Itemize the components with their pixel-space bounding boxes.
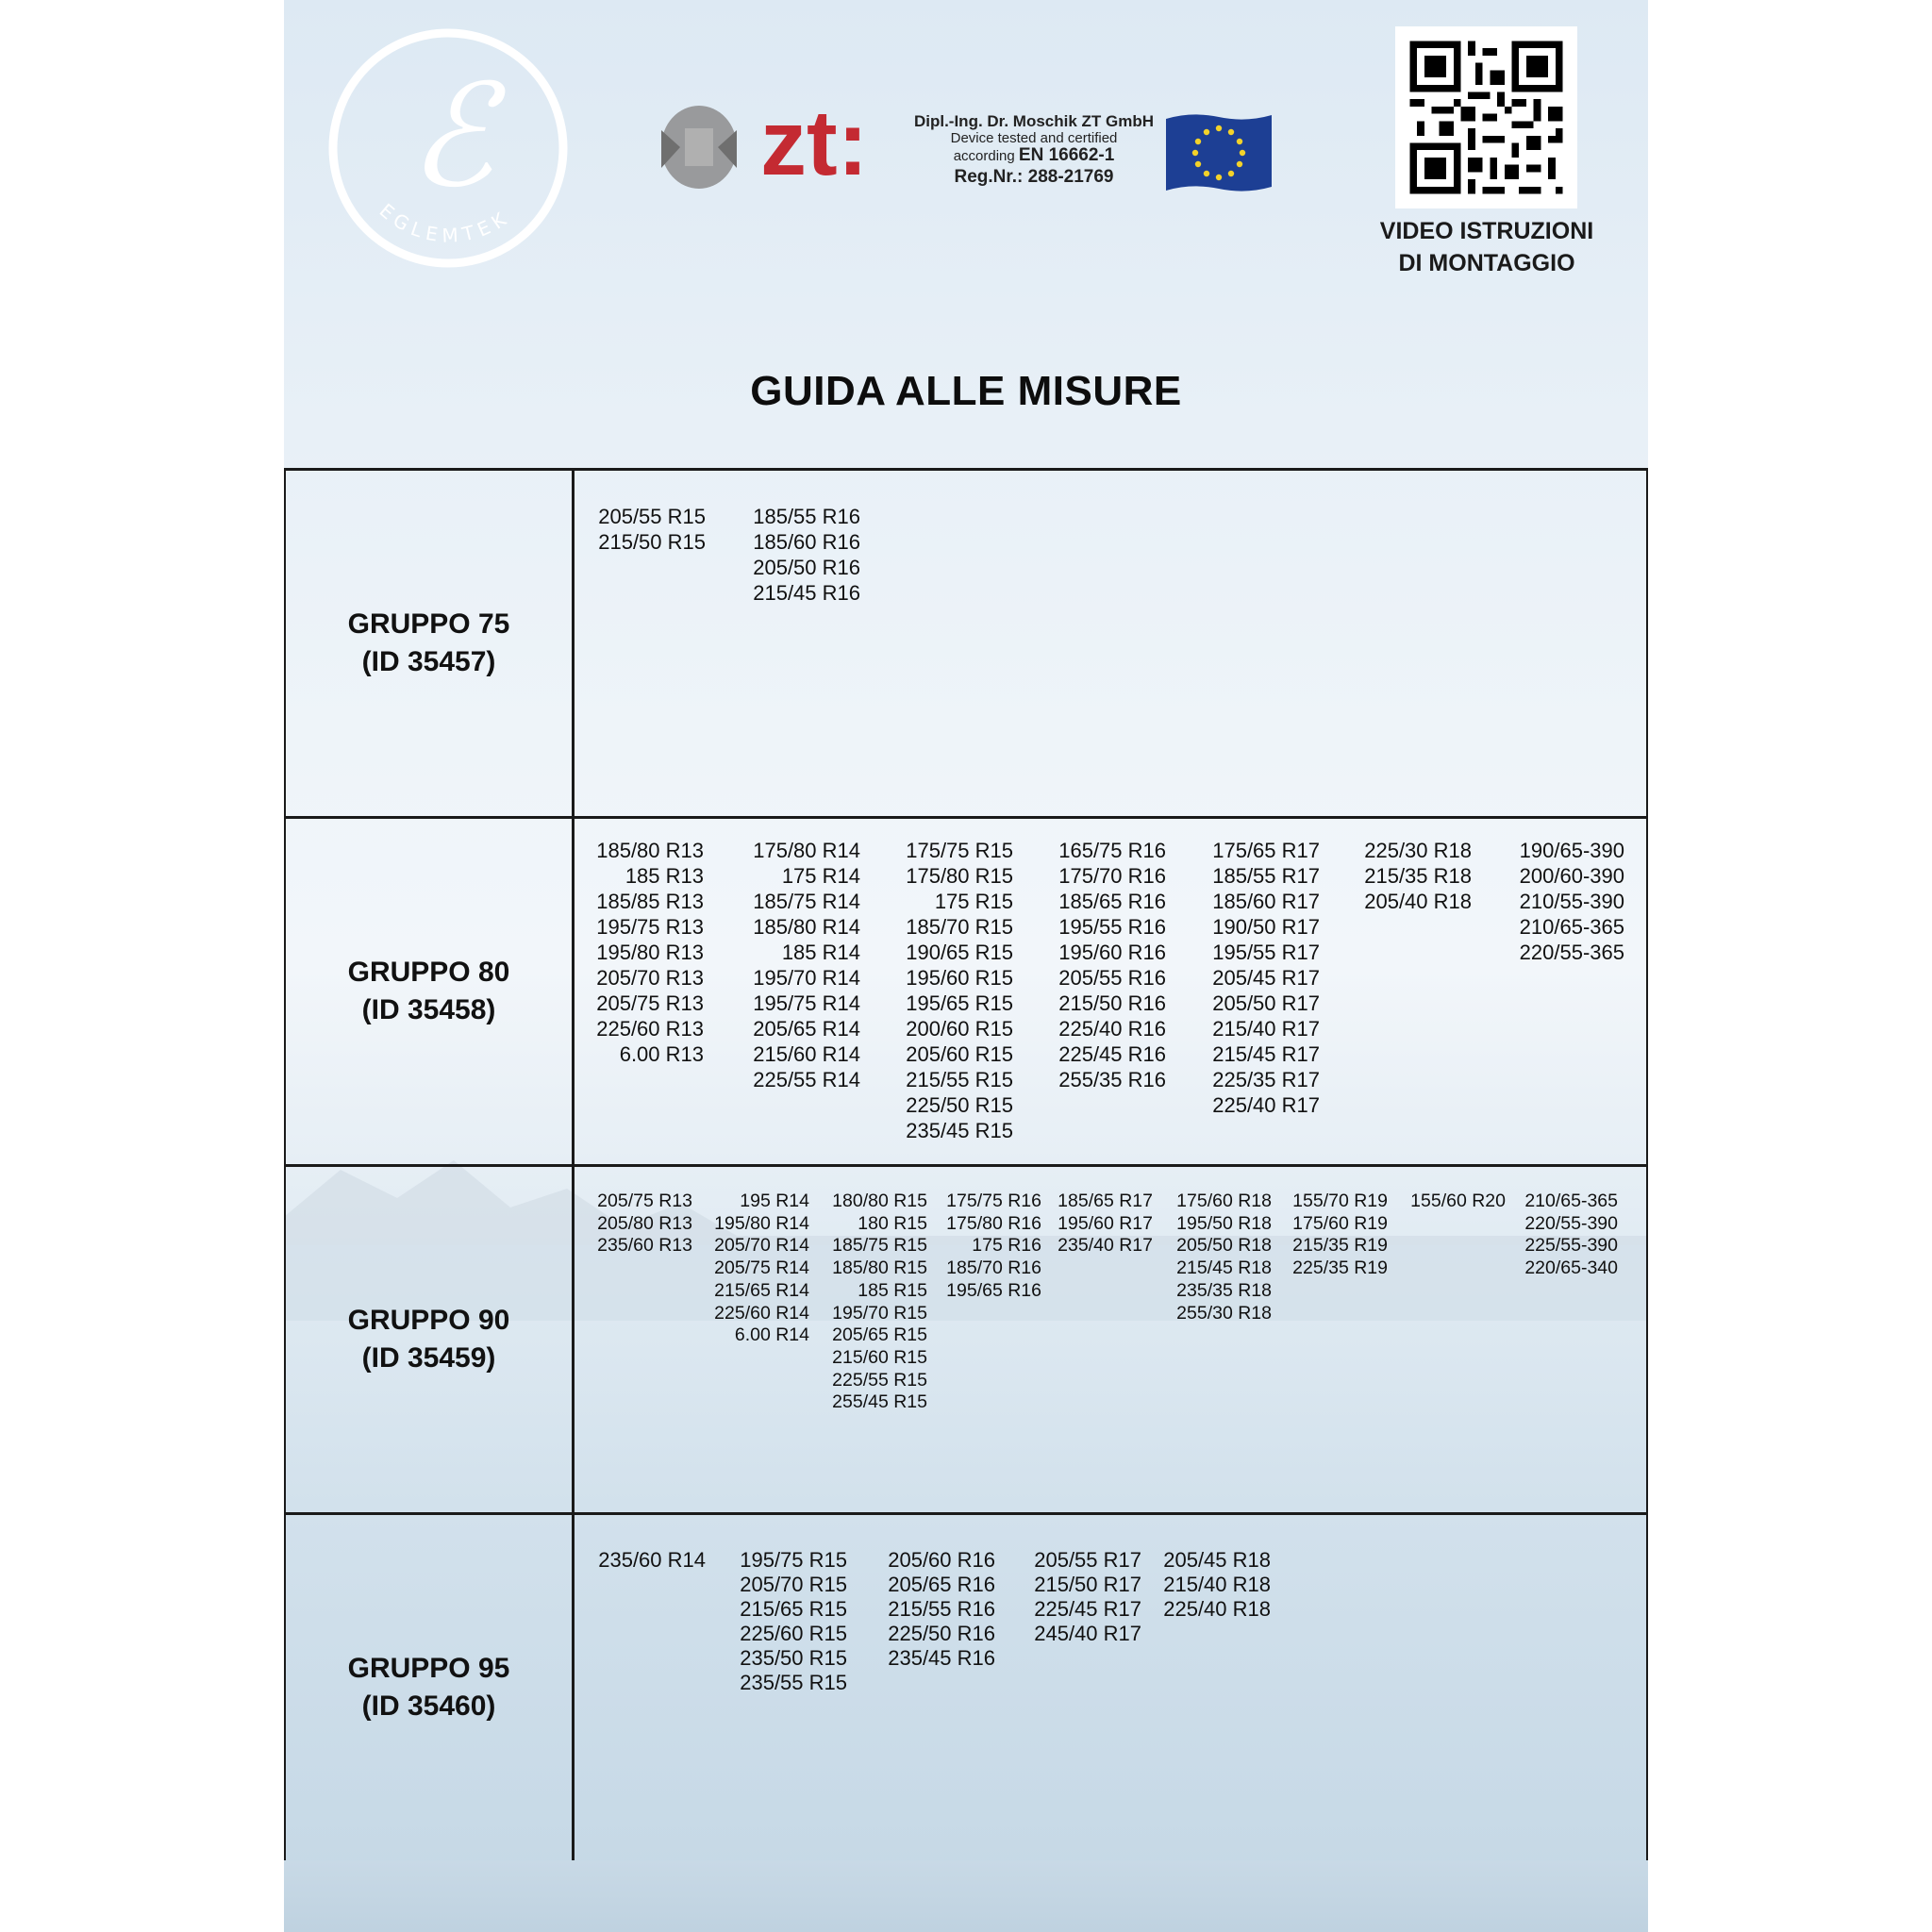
size-item: 205/45 R18	[1163, 1548, 1271, 1572]
table-row-gruppo-75	[284, 468, 1648, 816]
size-item: 195/60 R16	[1058, 941, 1166, 964]
size-item: 205/55 R15	[598, 505, 706, 528]
size-item: 235/45 R16	[888, 1646, 995, 1670]
eu-flag-icon	[1164, 111, 1274, 194]
size-column	[1166, 1191, 1272, 1324]
table-row-gruppo-80	[284, 816, 1648, 1164]
certifier-name: Dipl.-Ing. Dr. Moschik ZT GmbH	[913, 112, 1155, 130]
size-item: 205/60 R16	[888, 1548, 995, 1572]
size-guide-sheet	[284, 0, 1648, 1932]
size-item: 185/65 R17	[1058, 1191, 1153, 1211]
sizes-cell	[575, 1167, 1648, 1512]
size-item: 225/35 R17	[1212, 1068, 1320, 1091]
size-item: 195/80 R13	[596, 941, 704, 964]
according-label: according	[953, 148, 1015, 164]
size-item: 225/50 R15	[906, 1093, 1013, 1117]
size-item: 205/70 R15	[740, 1573, 847, 1596]
size-item: 235/55 R15	[740, 1671, 847, 1694]
page-title: GUIDA ALLE MISURE	[750, 368, 1182, 414]
size-item: 205/50 R16	[753, 556, 860, 579]
size-item: 215/35 R19	[1292, 1235, 1388, 1257]
size-item: 175 R15	[934, 890, 1013, 913]
size-item: 185/75 R14	[753, 890, 860, 913]
size-item: 195 R14	[740, 1191, 809, 1211]
size-column	[737, 1548, 847, 1695]
size-item: 215/60 R15	[832, 1346, 927, 1368]
size-item: 195/80 R14	[714, 1212, 809, 1234]
size-item: 180/80 R15	[832, 1191, 927, 1211]
qr-code[interactable]	[1395, 26, 1577, 208]
size-item: 185/80 R14	[753, 915, 860, 939]
size-item: 235/50 R15	[740, 1646, 847, 1670]
size-item: 195/65 R15	[906, 991, 1013, 1015]
size-item: 155/70 R19	[1292, 1191, 1388, 1211]
size-item: 215/65 R14	[714, 1279, 809, 1301]
sizes-cell	[575, 1515, 1648, 1860]
size-item: 225/55-390	[1524, 1235, 1618, 1257]
size-item: 205/60 R15	[906, 1042, 1013, 1066]
size-item: 210/65-365	[1519, 915, 1624, 939]
zt-mark: zt:	[760, 94, 869, 194]
size-item: 185/65 R16	[1058, 890, 1166, 913]
group-label	[284, 1515, 575, 1860]
size-item: 200/60 R15	[906, 1017, 1013, 1041]
svg-text:EGLEMTEK: EGLEMTEK	[375, 198, 515, 247]
size-item: 205/80 R13	[597, 1212, 692, 1234]
size-item: 195/55 R17	[1212, 941, 1320, 964]
size-item: 235/60 R14	[598, 1548, 706, 1572]
size-item: 185 R14	[781, 941, 860, 964]
group-id: (ID 35460)	[361, 1690, 496, 1722]
size-item: 175/80 R14	[753, 839, 860, 862]
size-item: 205/40 R18	[1364, 890, 1472, 913]
size-item: 205/75 R13	[596, 991, 704, 1015]
size-item: 220/65-340	[1524, 1257, 1618, 1279]
size-item: 220/55-365	[1519, 941, 1624, 964]
size-item: 205/65 R15	[832, 1324, 927, 1346]
size-table	[284, 468, 1648, 1860]
size-item: 215/55 R16	[888, 1597, 995, 1621]
size-item: 195/70 R15	[832, 1302, 927, 1324]
sizes-cell	[575, 819, 1648, 1164]
certification-text	[911, 113, 1157, 186]
size-item: 255/30 R18	[1176, 1302, 1272, 1324]
size-item: 225/40 R17	[1212, 1093, 1320, 1117]
size-item: 185/60 R16	[753, 530, 860, 554]
group-id: (ID 35458)	[361, 994, 496, 1025]
size-item: 205/70 R14	[714, 1235, 809, 1257]
size-item: 235/35 R18	[1176, 1279, 1272, 1301]
group-label	[284, 819, 575, 1164]
size-item: 175/80 R15	[906, 864, 1013, 888]
size-item: 225/45 R16	[1058, 1042, 1166, 1066]
size-item: 6.00 R13	[619, 1042, 704, 1066]
size-item: 195/70 R14	[753, 966, 860, 990]
size-item: 185/55 R16	[753, 505, 860, 528]
size-item: 235/60 R13	[597, 1235, 692, 1257]
size-item: 6.00 R14	[734, 1324, 809, 1346]
size-column	[885, 1548, 995, 1671]
group-id: (ID 35459)	[361, 1342, 496, 1374]
size-item: 175/80 R16	[946, 1212, 1041, 1234]
size-item: 210/65-365	[1524, 1191, 1618, 1211]
size-item: 185/80 R15	[832, 1257, 927, 1279]
size-item: 195/65 R16	[946, 1279, 1041, 1301]
size-item: 205/55 R16	[1058, 966, 1166, 990]
size-item: 185/60 R17	[1212, 890, 1320, 913]
size-item: 225/50 R16	[888, 1622, 995, 1645]
size-column	[1400, 1191, 1506, 1213]
size-item: 190/65 R15	[906, 941, 1013, 964]
size-item: 225/55 R15	[832, 1369, 927, 1391]
size-item: 200/60-390	[1519, 864, 1624, 888]
size-item: 175/75 R16	[946, 1191, 1041, 1211]
size-item: 175/70 R16	[1058, 864, 1166, 888]
size-item: 175/65 R17	[1212, 839, 1320, 862]
size-item: 215/50 R16	[1058, 991, 1166, 1015]
size-item: 210/55-390	[1519, 890, 1624, 913]
size-item: 195/50 R18	[1176, 1212, 1272, 1234]
registration-number: Reg.Nr.: 288-21769	[954, 167, 1114, 187]
size-item: 165/75 R16	[1058, 839, 1166, 862]
size-item: 225/30 R18	[1364, 839, 1472, 862]
size-item: 205/75 R13	[597, 1191, 692, 1211]
size-item: 175/60 R18	[1176, 1191, 1272, 1211]
size-item: 175 R16	[972, 1235, 1041, 1257]
size-item: 205/50 R18	[1176, 1235, 1272, 1257]
size-item: 225/60 R13	[596, 1017, 704, 1041]
size-item: 225/60 R15	[740, 1622, 847, 1645]
size-item: 215/50 R17	[1034, 1573, 1141, 1596]
size-column	[1504, 838, 1624, 965]
size-column	[935, 1191, 1041, 1303]
size-item: 215/60 R14	[753, 1042, 860, 1066]
size-item: 195/75 R13	[596, 915, 704, 939]
size-column	[588, 1191, 692, 1257]
size-column	[1283, 1191, 1388, 1280]
austrian-eagle-icon	[661, 106, 737, 189]
size-item: 220/55-390	[1524, 1212, 1618, 1234]
size-item: 235/40 R17	[1058, 1235, 1153, 1257]
size-column	[589, 1548, 706, 1573]
size-item: 225/60 R14	[714, 1302, 809, 1324]
group-name: GRUPPO 95	[347, 1653, 510, 1684]
bottom-band	[284, 1860, 1648, 1932]
size-column	[705, 1191, 809, 1347]
svg-text:ℰ: ℰ	[408, 55, 494, 219]
size-item: 225/35 R19	[1292, 1257, 1388, 1279]
size-item: 225/45 R17	[1034, 1597, 1141, 1621]
size-item: 190/50 R17	[1212, 915, 1320, 939]
group-name: GRUPPO 75	[347, 608, 510, 640]
size-column	[589, 504, 706, 555]
size-item: 225/55 R14	[753, 1068, 860, 1091]
size-item: 215/45 R18	[1176, 1257, 1272, 1279]
size-column	[1045, 838, 1166, 1092]
size-item: 195/60 R17	[1058, 1212, 1153, 1234]
size-item: 185/85 R13	[596, 890, 704, 913]
size-item: 205/75 R14	[714, 1257, 809, 1279]
size-item: 205/65 R16	[888, 1573, 995, 1596]
size-item: 185 R13	[625, 864, 704, 888]
size-item: 175 R14	[781, 864, 860, 888]
size-item: 235/45 R15	[906, 1119, 1013, 1142]
size-item: 155/60 R20	[1410, 1191, 1506, 1211]
size-column	[587, 838, 704, 1067]
size-item: 185/80 R13	[596, 839, 704, 862]
size-item: 185/70 R15	[906, 915, 1013, 939]
size-item: 225/40 R18	[1163, 1597, 1271, 1621]
size-item: 195/75 R14	[753, 991, 860, 1015]
size-item: 255/35 R16	[1058, 1068, 1166, 1091]
group-name: GRUPPO 80	[347, 957, 510, 988]
size-item: 255/45 R15	[832, 1391, 927, 1413]
size-column	[740, 838, 860, 1092]
size-item: 245/40 R17	[1034, 1622, 1141, 1645]
size-item: 215/65 R15	[740, 1597, 847, 1621]
size-item: 205/70 R13	[596, 966, 704, 990]
size-column	[892, 838, 1013, 1143]
group-label	[284, 471, 575, 816]
size-item: 195/75 R15	[740, 1548, 847, 1572]
size-item: 205/55 R17	[1034, 1548, 1141, 1572]
group-name: GRUPPO 90	[347, 1305, 510, 1336]
size-column	[1048, 1191, 1153, 1257]
size-column	[1352, 838, 1472, 914]
size-item: 185/70 R16	[946, 1257, 1041, 1279]
size-item: 215/50 R15	[598, 530, 706, 554]
qr-caption-line1: VIDEO ISTRUZIONI	[1379, 218, 1594, 244]
size-item: 205/45 R17	[1212, 966, 1320, 990]
size-item: 215/45 R16	[753, 581, 860, 605]
size-item: 185/75 R15	[832, 1235, 927, 1257]
size-item: 215/40 R17	[1212, 1017, 1320, 1041]
size-item: 205/50 R17	[1212, 991, 1320, 1015]
table-row-gruppo-95	[284, 1512, 1648, 1863]
size-column	[1198, 838, 1320, 1118]
sizes-cell	[575, 471, 1648, 816]
qr-caption-line2: DI MONTAGGIO	[1398, 250, 1575, 276]
size-item: 180 R15	[858, 1212, 927, 1234]
size-item: 175/60 R19	[1292, 1212, 1388, 1234]
size-item: 215/40 R18	[1163, 1573, 1271, 1596]
group-label	[284, 1167, 575, 1512]
size-item: 190/65-390	[1519, 839, 1624, 862]
size-item: 205/65 R14	[753, 1017, 860, 1041]
size-column	[1032, 1548, 1141, 1646]
size-item: 195/55 R16	[1058, 915, 1166, 939]
size-column	[822, 1191, 927, 1414]
certification-line: Device tested and certified	[950, 130, 1118, 146]
size-item: 195/60 R15	[906, 966, 1013, 990]
eglemtek-logo	[326, 26, 570, 270]
size-column	[740, 504, 860, 606]
size-column	[1161, 1548, 1271, 1622]
standard-code: EN 16662-1	[1018, 145, 1115, 165]
size-item: 185/55 R17	[1212, 864, 1320, 888]
group-id: (ID 35457)	[361, 646, 496, 677]
size-item: 185 R15	[858, 1279, 927, 1301]
size-item: 215/55 R15	[906, 1068, 1013, 1091]
table-row-gruppo-90	[284, 1164, 1648, 1512]
qr-caption	[1341, 215, 1633, 279]
size-item: 215/35 R18	[1364, 864, 1472, 888]
size-column	[1513, 1191, 1618, 1280]
size-item: 215/45 R17	[1212, 1042, 1320, 1066]
size-item: 175/75 R15	[906, 839, 1013, 862]
size-item: 225/40 R16	[1058, 1017, 1166, 1041]
